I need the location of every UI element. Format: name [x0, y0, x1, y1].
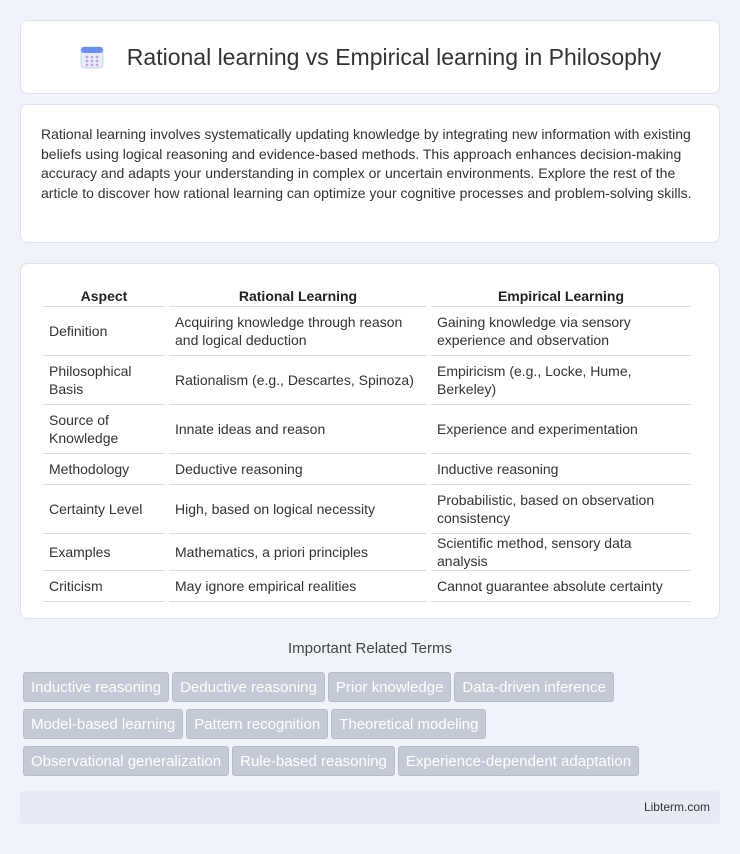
empirical-cell: Scientific method, sensory data analysis: [431, 534, 691, 571]
title-card: [20, 20, 720, 94]
rational-cell: Deductive reasoning: [169, 454, 427, 485]
aspect-cell: Certainty Level: [43, 485, 165, 534]
table-row: [43, 356, 691, 405]
aspect-cell: Philosophical Basis: [43, 356, 165, 405]
related-term-tag[interactable]: Deductive reasoning: [172, 672, 325, 702]
related-term-tag[interactable]: Rule-based reasoning: [232, 746, 395, 776]
empirical-cell: Probabilistic, based on observation consistency: [431, 485, 691, 534]
related-term-tag[interactable]: Data-driven inference: [454, 672, 613, 702]
related-term-tag[interactable]: Theoretical modeling: [331, 709, 486, 739]
aspect-cell: Examples: [43, 534, 165, 571]
related-term-tag[interactable]: Experience-dependent adaptation: [398, 746, 639, 776]
empirical-cell: Cannot guarantee absolute certainty: [431, 571, 691, 602]
column-header-aspect: Aspect: [43, 284, 165, 307]
table-row: [43, 571, 691, 602]
rational-cell: Rationalism (e.g., Descartes, Spinoza): [169, 356, 427, 405]
calendar-grid-icon: [79, 44, 105, 70]
aspect-cell: Methodology: [43, 454, 165, 485]
page-title: Rational learning vs Empirical learning in Philosophy: [126, 43, 662, 70]
aspect-cell: Source of Knowledge: [43, 405, 165, 454]
rational-cell: High, based on logical necessity: [169, 485, 427, 534]
table-row: [43, 307, 691, 356]
related-term-tag[interactable]: Inductive reasoning: [23, 672, 169, 702]
column-header-rational: Rational Learning: [169, 284, 427, 307]
comparison-table: [39, 284, 695, 602]
comparison-table-card: [20, 263, 720, 619]
intro-card: [20, 104, 720, 243]
empirical-cell: Gaining knowledge via sensory experience and observation: [431, 307, 691, 356]
related-terms-title: Important Related Terms: [288, 640, 452, 657]
empirical-cell: Empiricism (e.g., Locke, Hume, Berkeley): [431, 356, 691, 405]
intro-text: Rational learning involves systematically updating knowledge by integrating new information with existing beliefs using logical reasoning and evidence-based methods. This approach enhances decision-making accuracy and adapts your understanding in complex or uncertain environments. Explore the rest of the article to discover how rational learning can optimize your cognitive processes and problem-solving skills.: [41, 126, 692, 201]
empirical-cell: Experience and experimentation: [431, 405, 691, 454]
table-row: [43, 534, 691, 571]
rational-cell: May ignore empirical realities: [169, 571, 427, 602]
aspect-cell: Definition: [43, 307, 165, 356]
related-terms-list: [23, 672, 723, 783]
footer: [20, 791, 720, 824]
related-term-tag[interactable]: Pattern recognition: [186, 709, 328, 739]
aspect-cell: Criticism: [43, 571, 165, 602]
related-term-tag[interactable]: Prior knowledge: [328, 672, 452, 702]
table-row: [43, 454, 691, 485]
rational-cell: Mathematics, a priori principles: [169, 534, 427, 571]
footer-site-link[interactable]: Libterm.com: [643, 800, 710, 814]
related-term-tag[interactable]: Observational generalization: [23, 746, 229, 776]
empirical-cell: Inductive reasoning: [431, 454, 691, 485]
rational-cell: Innate ideas and reason: [169, 405, 427, 454]
related-term-tag[interactable]: Model-based learning: [23, 709, 183, 739]
column-header-empirical: Empirical Learning: [431, 284, 691, 307]
table-row: [43, 485, 691, 534]
rational-cell: Acquiring knowledge through reason and logical deduction: [169, 307, 427, 356]
table-row: [43, 405, 691, 454]
